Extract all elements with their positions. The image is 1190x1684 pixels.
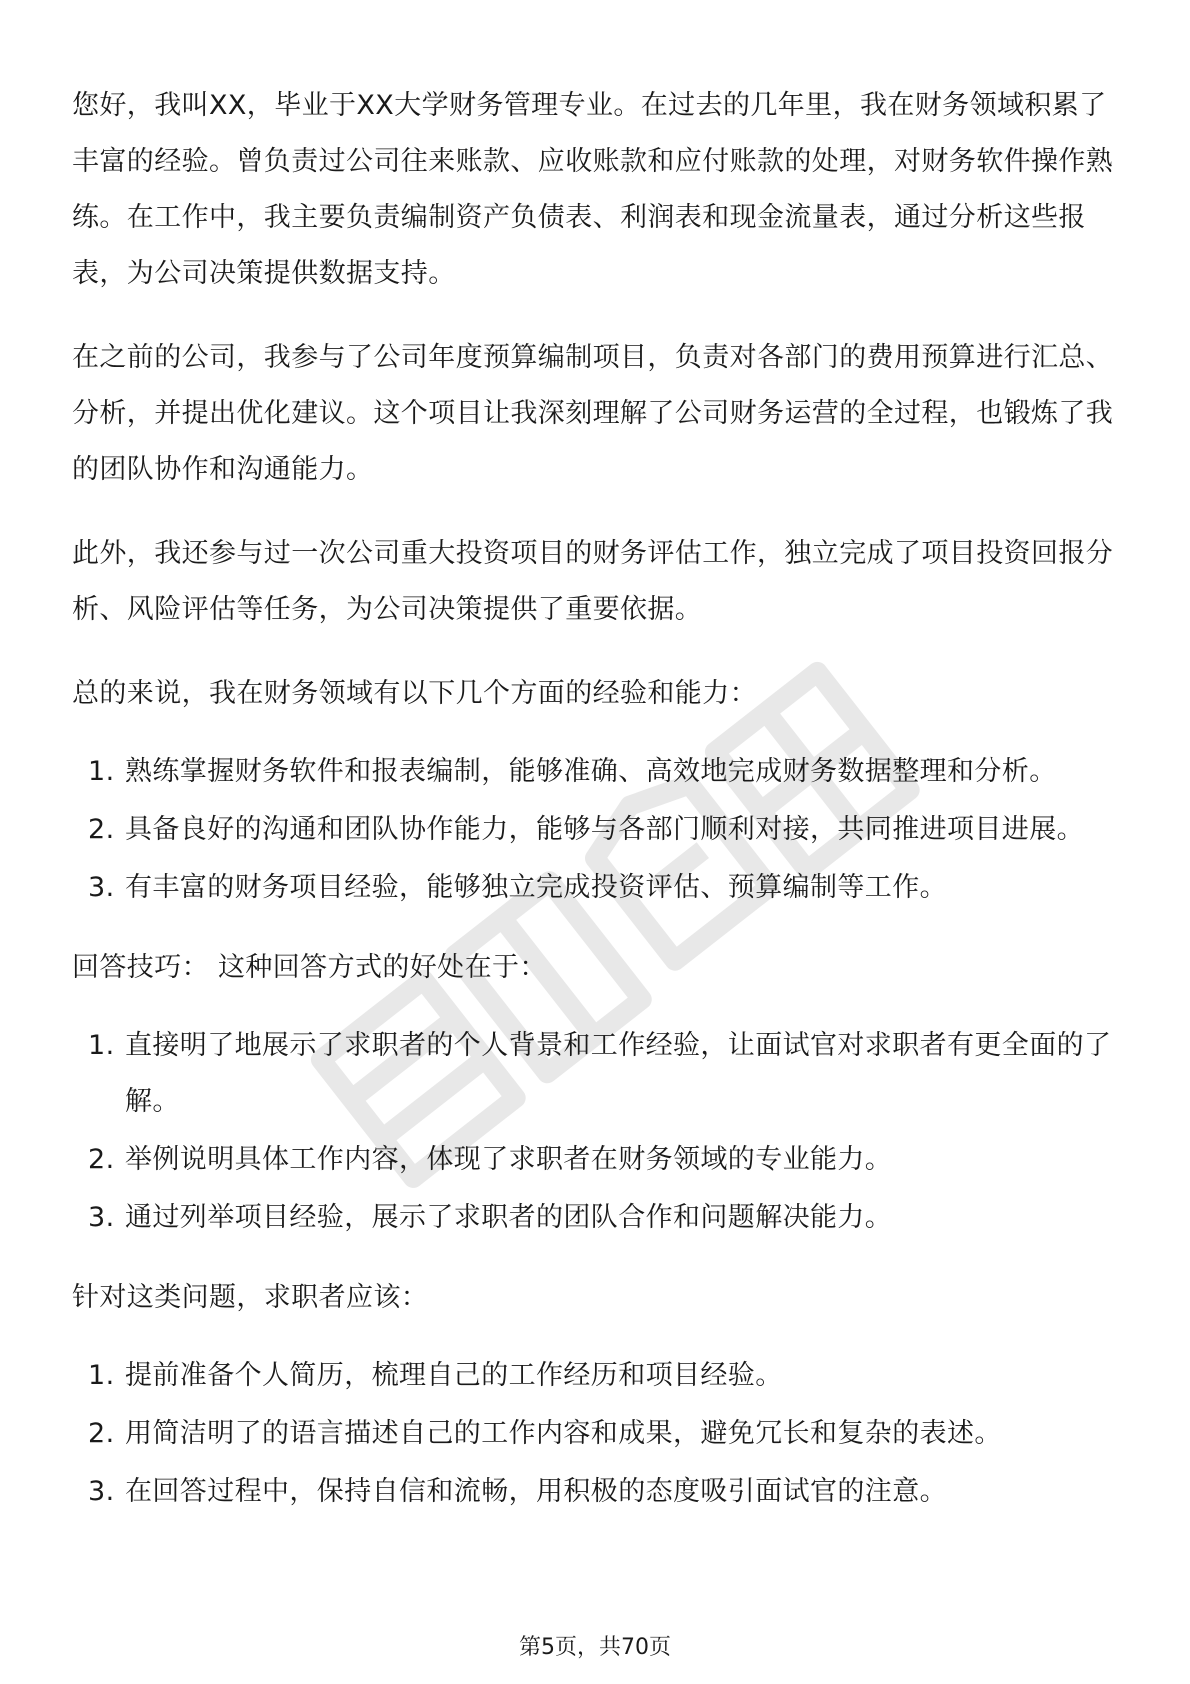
list-item-text: 熟练掌握财务软件和报表编制，能够准确、高效地完成财务数据整理和分析。: [125, 756, 1057, 787]
list-item-text: 有丰富的财务项目经验，能够独立完成投资评估、预算编制等工作。: [125, 872, 947, 903]
list-number: 2.: [88, 1418, 115, 1449]
list-item-text: 用简洁明了的语言描述自己的工作内容和成果，避免冗长和复杂的表述。: [125, 1418, 1002, 1449]
list-item: [72, 1464, 1118, 1520]
list-item: [72, 1018, 1118, 1130]
advice-list: [72, 1348, 1118, 1520]
list-item: [72, 1190, 1118, 1246]
list-number: 2.: [88, 1144, 115, 1175]
budget-paragraph: 在之前的公司，我参与了公司年度预算编制项目，负责对各部门的费用预算进行汇总、分析，并提出优化建议。这个项目让我深刻理解了公司财务运营的全过程，也锻炼了我的团队协作和沟通能力。: [72, 342, 1114, 485]
intro-paragraph: 您好，我叫XX，毕业于XX大学财务管理专业。在过去的几年里，我在财务领域积累了丰富的经验。曾负责过公司往来账款、应收账款和应付账款的处理，对财务软件操作熟练。在工作中，我主要负责编制资产负债表、利润表和现金流量表，通过分析这些报表，为公司决策提供数据支持。: [72, 90, 1114, 289]
page-number-footer: 第5页，共70页: [519, 1635, 671, 1660]
summary-heading: 总的来说，我在财务领域有以下几个方面的经验和能力：: [72, 678, 757, 709]
list-number: 3.: [88, 872, 115, 903]
tips-heading: 回答技巧： 这种回答方式的好处在于：: [72, 952, 547, 983]
list-number: 3.: [88, 1202, 115, 1233]
list-item: [72, 860, 1118, 916]
list-item-text: 具备良好的沟通和团队协作能力，能够与各部门顺利对接，共同推进项目进展。: [125, 814, 1084, 845]
summary-list: [72, 744, 1118, 916]
list-number: 3.: [88, 1476, 115, 1507]
investment-paragraph: 此外，我还参与过一次公司重大投资项目的财务评估工作，独立完成了项目投资回报分析、风险评估等任务，为公司决策提供了重要依据。: [72, 538, 1114, 625]
list-item: [72, 802, 1118, 858]
list-item: [72, 1406, 1118, 1462]
list-item-text: 通过列举项目经验，展示了求职者的团队合作和问题解决能力。: [125, 1202, 893, 1233]
list-item: [72, 1348, 1118, 1404]
list-item: [72, 744, 1118, 800]
list-number: 2.: [88, 814, 115, 845]
document-body: [72, 78, 1118, 1544]
list-item-text: 提前准备个人简历，梳理自己的工作经历和项目经验。: [125, 1360, 783, 1391]
list-number: 1.: [88, 756, 115, 787]
list-number: 1.: [88, 1360, 115, 1391]
tips-list: [72, 1018, 1118, 1246]
list-number: 1.: [88, 1030, 115, 1061]
advice-heading: 针对这类问题，求职者应该：: [72, 1282, 429, 1313]
list-item: [72, 1132, 1118, 1188]
list-item-text: 直接明了地展示了求职者的个人背景和工作经验，让面试官对求职者有更全面的了解。: [125, 1030, 1112, 1117]
list-item-text: 在回答过程中，保持自信和流畅，用积极的态度吸引面试官的注意。: [125, 1476, 947, 1507]
list-item-text: 举例说明具体工作内容，体现了求职者在财务领域的专业能力。: [125, 1144, 893, 1175]
